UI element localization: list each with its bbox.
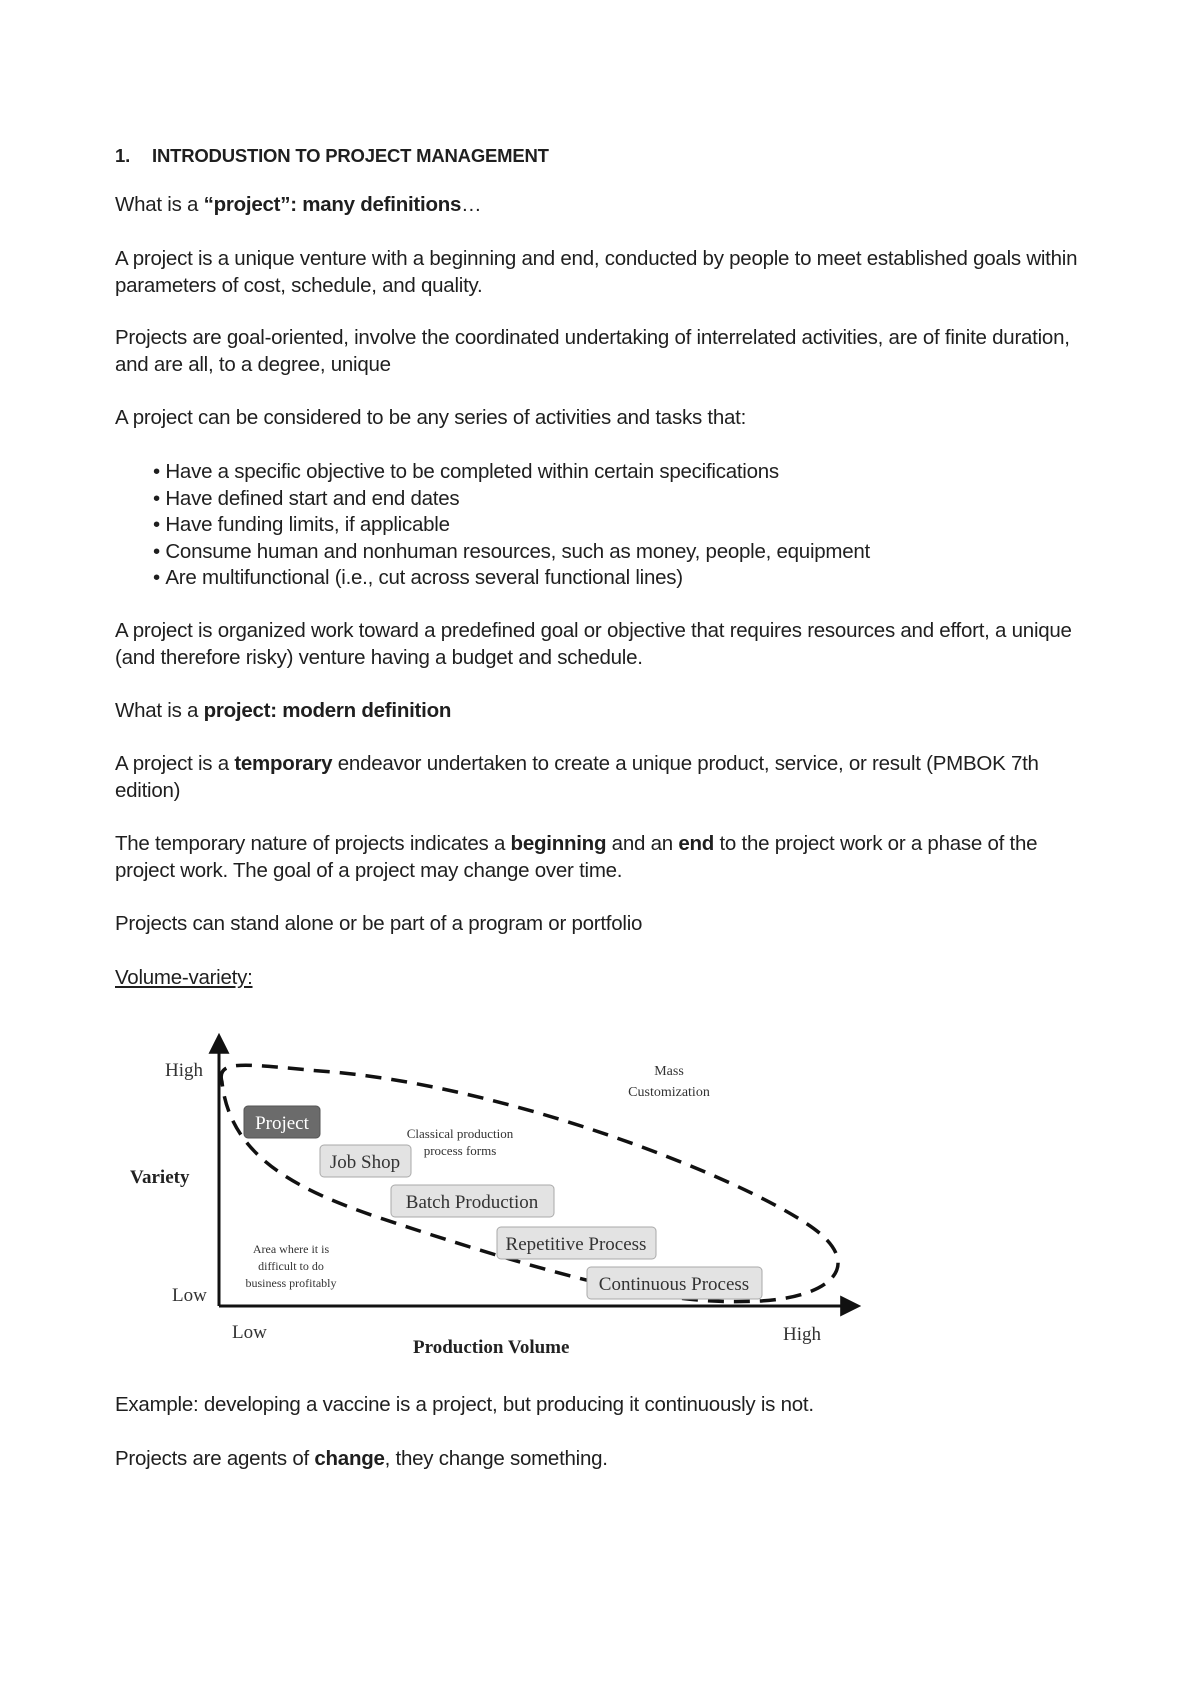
list-item: • Have a specific objective to be completed within certain specifications (153, 459, 870, 486)
para5-post: endeavor undertaken to create a unique product, service, or result (PMBOK 7th edition) (115, 752, 1039, 802)
q1-pre: What is a (115, 193, 204, 216)
x-axis-title: Production Volume (413, 1337, 570, 1358)
difficult-area-line1: Area where it is (252, 1242, 330, 1256)
classical-note-line2: process forms (423, 1143, 497, 1158)
q2-bold: project: modern definition (203, 699, 452, 722)
volume-variety-svg (120, 1013, 880, 1363)
heading-number: 1. (115, 145, 131, 166)
q2-pre: What is a (115, 699, 204, 722)
para6-post: to the project work or a phase of the project work. The goal of a project may change over time. (115, 832, 1038, 882)
x-low-label: Low (232, 1322, 267, 1343)
paragraph-unique-venture: A project is a unique venture with a beginning and end, conducted by people to meet established goals within parameters of cost, schedule, and quality. (115, 247, 1078, 297)
para6-mid: and an (606, 832, 679, 855)
q1-post: … (461, 193, 482, 216)
paragraph-temporary-endeavor (115, 750, 1100, 804)
section-heading (115, 145, 549, 167)
q1-bold: “project”: many definitions (203, 193, 462, 216)
question-modern-definition (115, 697, 1100, 724)
y-axis-title: Variety (130, 1167, 190, 1188)
classical-note-line1: Classical production (406, 1126, 514, 1141)
list-item: • Consume human and nonhuman resources, such as money, people, equipment (153, 539, 870, 566)
volume-variety-label: Volume-variety: (115, 966, 253, 989)
difficult-area-line3: business profitably (245, 1276, 337, 1290)
paragraph-agents-of-change (115, 1445, 1100, 1472)
question-many-definitions (115, 191, 1100, 218)
para5-pre: A project is a (115, 752, 235, 775)
paragraph-stand-alone: Projects can stand alone or be part of a program or portfolio (115, 912, 643, 935)
job-shop-label: Job Shop (329, 1152, 401, 1173)
paragraph-series-of-activities: A project can be considered to be any series of activities and tasks that: (115, 406, 747, 429)
paragraph-vaccine-example: Example: developing a vaccine is a project, but producing it continuously is not. (115, 1393, 814, 1416)
y-high-label: High (165, 1060, 203, 1081)
list-item: • Are multifunctional (i.e., cut across several functional lines) (153, 565, 870, 592)
x-high-label: High (783, 1324, 821, 1345)
volume-variety-diagram (120, 1013, 880, 1363)
paragraph-organized-work: A project is organized work toward a predefined goal or objective that requires resources and effort, a unique (and therefore risky) venture having a budget and schedule. (115, 619, 1072, 669)
para9-post: , they change something. (384, 1447, 608, 1470)
para9-bold: change (314, 1447, 385, 1470)
heading-text: INTRODUSTION TO PROJECT MANAGEMENT (152, 145, 549, 166)
mass-customization-line2: Customization (628, 1085, 710, 1100)
para6-bold-beginning: beginning (510, 832, 607, 855)
project-characteristics-list (153, 459, 870, 592)
list-item: • Have defined start and end dates (153, 486, 870, 513)
paragraph-goal-oriented: Projects are goal-oriented, involve the coordinated undertaking of interrelated activities, are of finite duration, and are all, to a degree, unique (115, 326, 1070, 376)
para5-bold: temporary (234, 752, 333, 775)
para6-bold-end: end (678, 832, 715, 855)
continuous-process-label: Continuous Process (598, 1274, 750, 1295)
repetitive-process-label: Repetitive Process (505, 1234, 647, 1255)
list-item: • Have funding limits, if applicable (153, 512, 870, 539)
difficult-area-line2: difficult to do (258, 1259, 324, 1273)
batch-production-label: Batch Production (405, 1192, 539, 1213)
para6-pre: The temporary nature of projects indicates a (115, 832, 511, 855)
y-low-label: Low (172, 1285, 207, 1306)
mass-customization-line1: Mass (654, 1064, 684, 1079)
project-box-label: Project (255, 1113, 309, 1134)
paragraph-temporary-nature (115, 830, 1100, 884)
para9-pre: Projects are agents of (115, 1447, 315, 1470)
